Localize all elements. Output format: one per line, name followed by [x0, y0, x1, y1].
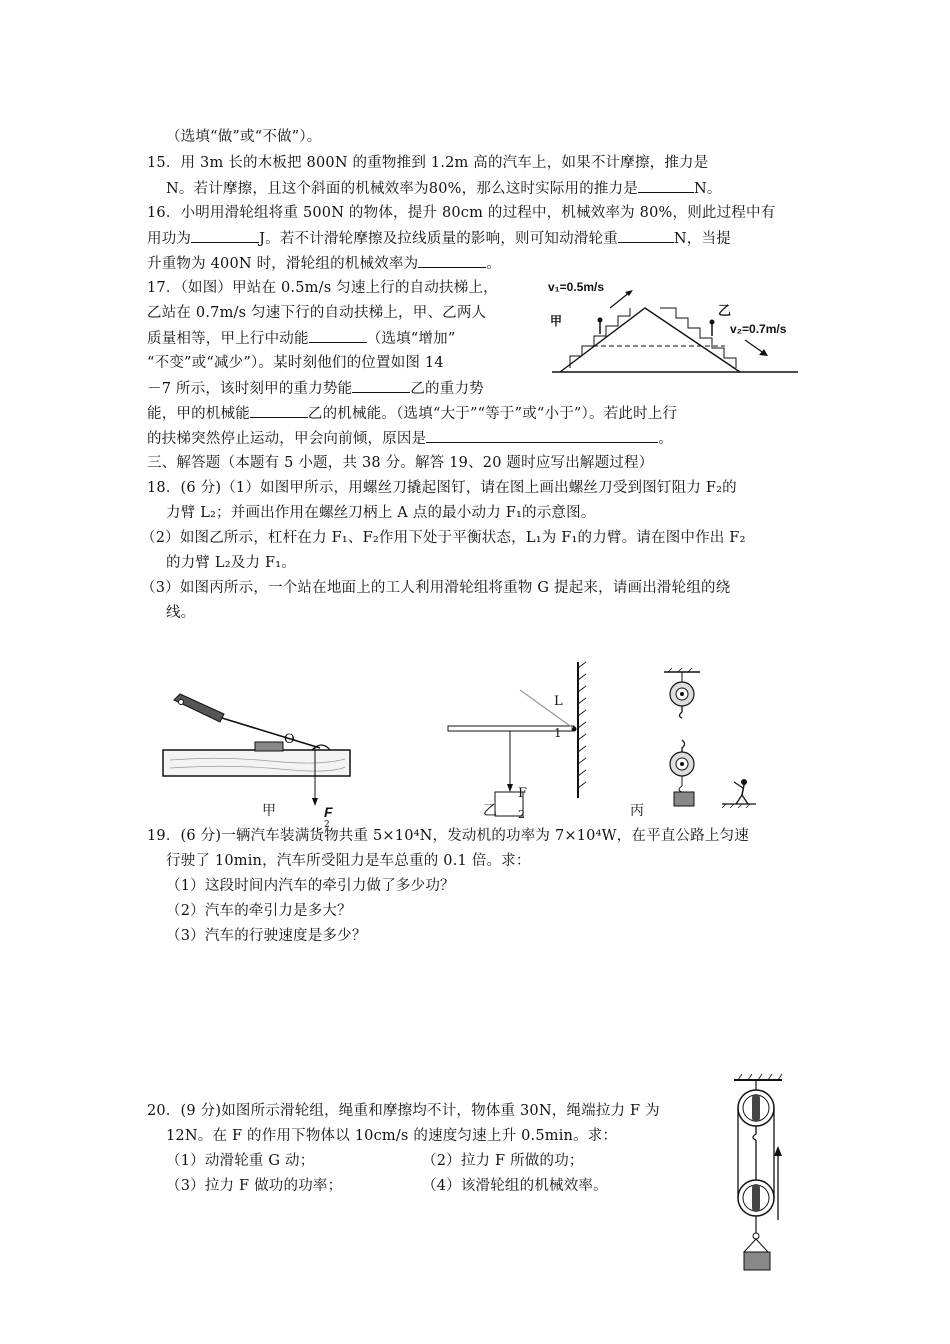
q16-text-b: J。若不计滑轮摩擦及拉线质量的影响，则可知动滑轮重	[259, 231, 618, 247]
escalator-figure	[540, 278, 810, 378]
q17-end: 。	[658, 431, 674, 447]
q17-text-g: 的扶梯突然停止运动，甲会向前倾，原因是	[147, 431, 427, 447]
q15-blank[interactable]	[638, 178, 694, 193]
q15-unit: N。	[694, 181, 722, 197]
q19-line1: 19．(6 分)一辆汽车装满货物共重 5×10⁴N，发动机的功率为 7×10⁴W，在平直公路上匀速	[147, 828, 749, 844]
q18-line1: 18．(6 分)（1）如图甲所示，用螺丝刀撬起图钉，请在图上画出螺丝刀受到图钉阻力 F₂的	[147, 480, 737, 496]
fig-yi-f-label: F	[518, 786, 528, 801]
q16-line3	[147, 253, 501, 274]
q19-line4: （2）汽车的牵引力是多大？	[166, 903, 352, 919]
q17-blank-2[interactable]	[352, 378, 410, 393]
q20-line2: 12N。在 F 的作用下物体以 10cm/s 的速度匀速上升 0.5min。求：	[166, 1128, 618, 1144]
q16-line2	[147, 228, 731, 249]
q16-text-a: 用功为	[147, 231, 192, 247]
fig-jia-f-label: F	[324, 804, 333, 820]
q18-line5: （3）如图丙所示，一个站在地面上的工人利用滑轮组将重物 G 提起来，请画出滑轮组的绕	[141, 580, 731, 596]
line-choose: （选填“做”或“不做”）。	[166, 129, 322, 145]
q20-line4-left: （3）拉力 F 做功的功率；	[166, 1178, 343, 1194]
figure-yi-lever	[440, 660, 610, 820]
fig-bing-label: 丙	[630, 803, 644, 819]
q17-line3	[147, 328, 455, 349]
fig-yi-label: 乙	[483, 803, 497, 819]
q20-pulley-figure	[728, 1070, 788, 1280]
fig-yi-l-label: L	[554, 694, 563, 709]
q17-text-a: 质量相等，甲上行中动能	[147, 331, 309, 347]
q19-line3: （1）这段时间内汽车的牵引力做了多少功？	[166, 878, 455, 894]
q15-text: N。若计摩擦，且这个斜面的机械效率为80%，那么这时实际用的推力是	[166, 181, 639, 197]
q20-line1: 20．(9 分)如图所示滑轮组，绳重和摩擦均不计，物体重 30N，绳端拉力 F 为	[147, 1103, 660, 1119]
figure-bing-pulleys	[650, 668, 760, 808]
q17-line7	[147, 428, 673, 449]
q16-blank-2[interactable]	[618, 228, 674, 243]
q17-line6	[147, 403, 677, 424]
q17-text-e: 能，甲的机械能	[147, 406, 250, 422]
fig-jia-label: 甲	[262, 803, 276, 819]
q19-line2: 行驶了 10min，汽车所受阻力是车总重的 0.1 倍。求：	[166, 853, 531, 869]
escalator-jia-label: 甲	[550, 314, 563, 328]
q20-line3-left: （1）动滑轮重 G 动；	[166, 1153, 315, 1169]
fig-yi-l-sub: 1	[554, 726, 562, 740]
q18-line6: 线。	[166, 605, 196, 621]
q15-line2	[166, 178, 722, 199]
q15-line1: 15．用 3m 长的木板把 800N 的重物推到 1.2m 高的汽车上，如果不计摩擦，推力是	[147, 155, 709, 171]
q20-line3-right: （2）拉力 F 所做的功；	[422, 1153, 584, 1169]
q19-line5: （3）汽车的行驶速度是多少？	[166, 928, 367, 944]
q18-line4: 的力臂 L₂及力 F₁。	[166, 555, 296, 571]
q17-text-b: （选填“增加”	[366, 331, 456, 347]
q20-line4-right: （4）该滑轮组的机械效率。	[422, 1178, 608, 1194]
section-3-heading: 三、解答题（本题有 5 小题，共 38 分。解答 19、20 题时应写出解题过程）	[147, 455, 654, 471]
fig-jia-o-label: O	[284, 732, 295, 747]
q16-text-c: N，当提	[673, 231, 731, 247]
q18-line2: 力臂 L₂；并画出作用在螺丝刀柄上 A 点的最小动力 F₁的示意图。	[166, 505, 596, 521]
q17-line1: 17．（如图）甲站在 0.5m/s 匀速上行的自动扶梯上，	[147, 280, 498, 296]
q17-blank-1[interactable]	[309, 328, 367, 343]
fig-yi-f-sub: 2	[518, 808, 525, 821]
q16-blank-3[interactable]	[418, 253, 486, 268]
q18-line3: （2）如图乙所示，杠杆在力 F₁、F₂作用下处于平衡状态，L₁为 F₁的力臂。请在图中作出 F₂	[141, 530, 746, 546]
q17-line5	[147, 378, 484, 399]
escalator-v1-label: v₁=0.5m/s	[548, 280, 605, 294]
q17-blank-3[interactable]	[250, 403, 308, 418]
fig-jia-f-sub: 2	[324, 820, 330, 830]
escalator-yi-label: 乙	[718, 304, 732, 319]
q17-line4: “不变”或“减少”）。某时刻他们的位置如图 14	[147, 355, 444, 371]
q16-text-d: 升重物为 400N 时，滑轮组的机械效率为	[147, 256, 419, 272]
q16-end: 。	[486, 256, 501, 272]
q16-line1: 16．小明用滑轮组将重 500N 的物体，提升 80cm 的过程中，机械效率为 80%，则此过程中有	[147, 205, 776, 221]
q17-blank-4[interactable]	[426, 428, 658, 443]
q16-blank-1[interactable]	[191, 228, 259, 243]
q17-text-d: 乙的重力势	[410, 381, 484, 397]
q17-line2: 乙站在 0.7m/s 匀速下行的自动扶梯上，甲、乙两人	[147, 305, 487, 321]
figure-jia-screwdriver	[160, 690, 360, 820]
q17-text-f: 乙的机械能。（选填“大于”“等于”或“小于”）。若此时上行	[307, 406, 678, 422]
escalator-v2-label: v₂=0.7m/s	[730, 322, 787, 336]
q17-text-c: －7 所示，该时刻甲的重力势能	[147, 381, 353, 397]
